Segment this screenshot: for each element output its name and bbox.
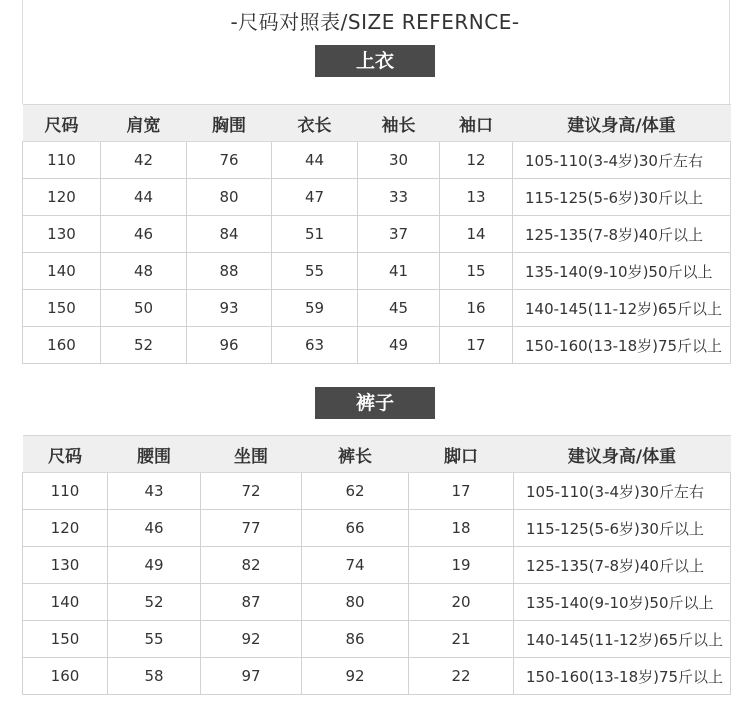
cell: 82 xyxy=(201,547,302,584)
cell-recommended: 150-160(13-18岁)75斤以上 xyxy=(514,658,731,695)
cell: 52 xyxy=(108,584,201,621)
cell: 19 xyxy=(409,547,514,584)
cell: 50 xyxy=(101,290,187,327)
cell: 150 xyxy=(23,621,108,658)
cell-recommended: 135-140(9-10岁)50斤以上 xyxy=(513,253,731,290)
cell: 130 xyxy=(23,216,101,253)
cell: 86 xyxy=(302,621,409,658)
cell: 160 xyxy=(23,658,108,695)
cell: 43 xyxy=(108,473,201,510)
cell: 44 xyxy=(272,142,358,179)
cell: 120 xyxy=(23,510,108,547)
header-recommended: 建议身高/体重 xyxy=(513,105,731,142)
header-size: 尺码 xyxy=(23,436,108,473)
cell: 92 xyxy=(302,658,409,695)
cell: 66 xyxy=(302,510,409,547)
section-label-bottom: 裤子 xyxy=(315,387,435,419)
cell: 22 xyxy=(409,658,514,695)
cell: 21 xyxy=(409,621,514,658)
cell: 62 xyxy=(302,473,409,510)
cell: 84 xyxy=(187,216,272,253)
header-recommended: 建议身高/体重 xyxy=(514,436,731,473)
cell: 42 xyxy=(101,142,187,179)
cell: 72 xyxy=(201,473,302,510)
cell-recommended: 115-125(5-6岁)30斤以上 xyxy=(514,510,731,547)
cell: 47 xyxy=(272,179,358,216)
cell: 16 xyxy=(440,290,513,327)
cell: 20 xyxy=(409,584,514,621)
cell: 51 xyxy=(272,216,358,253)
cell-recommended: 125-135(7-8岁)40斤以上 xyxy=(513,216,731,253)
header-hem: 脚口 xyxy=(409,436,514,473)
cell: 130 xyxy=(23,547,108,584)
cell: 55 xyxy=(108,621,201,658)
cell: 15 xyxy=(440,253,513,290)
table-row xyxy=(23,473,731,510)
table-row xyxy=(23,290,731,327)
header-waist: 腰围 xyxy=(108,436,201,473)
cell: 41 xyxy=(358,253,440,290)
cell: 77 xyxy=(201,510,302,547)
cell-recommended: 105-110(3-4岁)30斤左右 xyxy=(514,473,731,510)
cell-recommended: 150-160(13-18岁)75斤以上 xyxy=(513,327,731,364)
cell: 37 xyxy=(358,216,440,253)
header-hip: 坐围 xyxy=(201,436,302,473)
cell: 160 xyxy=(23,327,101,364)
cell: 93 xyxy=(187,290,272,327)
cell: 55 xyxy=(272,253,358,290)
table-row xyxy=(23,547,731,584)
header-pants-length: 裤长 xyxy=(302,436,409,473)
bottom-table-header-row xyxy=(23,436,731,473)
table-row xyxy=(23,253,731,290)
cell: 96 xyxy=(187,327,272,364)
bottom-size-table xyxy=(22,435,731,695)
cell: 52 xyxy=(101,327,187,364)
cell: 88 xyxy=(187,253,272,290)
cell: 45 xyxy=(358,290,440,327)
header-length: 衣长 xyxy=(272,105,358,142)
table-row xyxy=(23,584,731,621)
frame-left-line xyxy=(22,0,23,104)
table-row xyxy=(23,216,731,253)
cell: 74 xyxy=(302,547,409,584)
cell: 92 xyxy=(201,621,302,658)
cell: 63 xyxy=(272,327,358,364)
cell: 110 xyxy=(23,473,108,510)
cell-recommended: 140-145(11-12岁)65斤以上 xyxy=(514,621,731,658)
cell: 48 xyxy=(101,253,187,290)
cell: 49 xyxy=(108,547,201,584)
cell: 97 xyxy=(201,658,302,695)
cell: 110 xyxy=(23,142,101,179)
top-size-table xyxy=(22,104,731,364)
table-row xyxy=(23,327,731,364)
table-row xyxy=(23,621,731,658)
cell: 46 xyxy=(108,510,201,547)
cell-recommended: 105-110(3-4岁)30斤左右 xyxy=(513,142,731,179)
cell: 140 xyxy=(23,584,108,621)
header-size: 尺码 xyxy=(23,105,101,142)
cell: 120 xyxy=(23,179,101,216)
cell: 150 xyxy=(23,290,101,327)
cell: 33 xyxy=(358,179,440,216)
table-row xyxy=(23,179,731,216)
header-sleeve-length: 袖长 xyxy=(358,105,440,142)
table-row xyxy=(23,142,731,179)
header-chest: 胸围 xyxy=(187,105,272,142)
cell: 44 xyxy=(101,179,187,216)
cell-recommended: 135-140(9-10岁)50斤以上 xyxy=(514,584,731,621)
page-title: -尺码对照表/SIZE REFERNCE- xyxy=(230,10,520,34)
top-table-header-row xyxy=(23,105,731,142)
cell: 49 xyxy=(358,327,440,364)
cell: 12 xyxy=(440,142,513,179)
cell: 14 xyxy=(440,216,513,253)
cell: 87 xyxy=(201,584,302,621)
frame-right-line xyxy=(729,0,730,104)
cell-recommended: 115-125(5-6岁)30斤以上 xyxy=(513,179,731,216)
cell: 59 xyxy=(272,290,358,327)
header-shoulder: 肩宽 xyxy=(101,105,187,142)
cell: 17 xyxy=(409,473,514,510)
cell: 80 xyxy=(302,584,409,621)
cell: 140 xyxy=(23,253,101,290)
cell: 80 xyxy=(187,179,272,216)
cell: 17 xyxy=(440,327,513,364)
table-row xyxy=(23,510,731,547)
section-label-top: 上衣 xyxy=(315,45,435,77)
cell: 30 xyxy=(358,142,440,179)
cell: 18 xyxy=(409,510,514,547)
cell: 46 xyxy=(101,216,187,253)
cell-recommended: 140-145(11-12岁)65斤以上 xyxy=(513,290,731,327)
cell: 13 xyxy=(440,179,513,216)
header-cuff: 袖口 xyxy=(440,105,513,142)
cell-recommended: 125-135(7-8岁)40斤以上 xyxy=(514,547,731,584)
table-row xyxy=(23,658,731,695)
cell: 76 xyxy=(187,142,272,179)
cell: 58 xyxy=(108,658,201,695)
